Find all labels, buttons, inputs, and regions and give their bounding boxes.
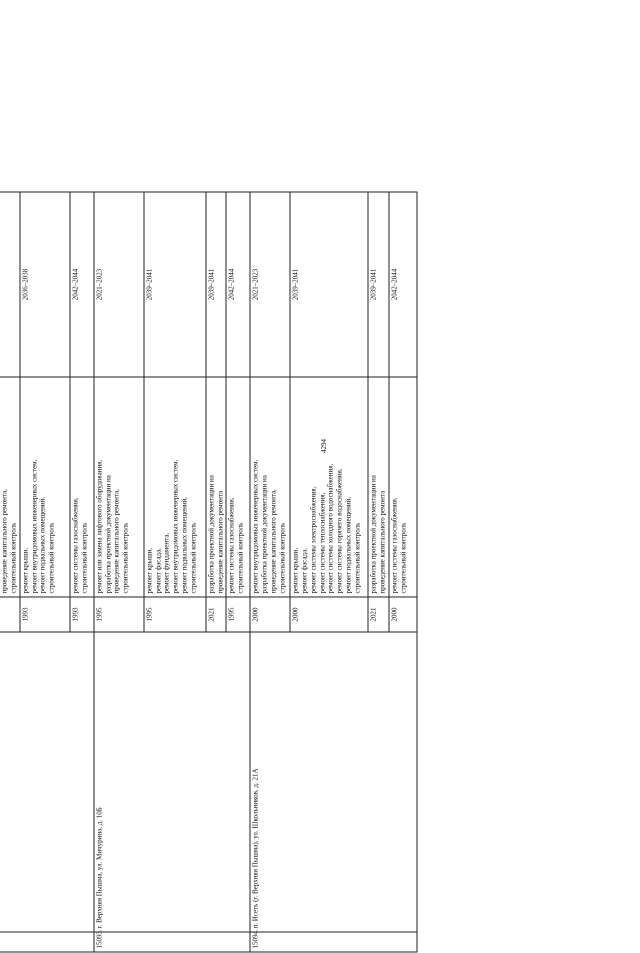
work-item: ремонт подвальных помещений, xyxy=(180,496,189,594)
work-item: ремонт системы холодного водоснабжения, xyxy=(326,463,335,594)
work-item: строительный контроль xyxy=(121,522,130,594)
object-number: 15093. xyxy=(94,932,251,952)
work-item: разработка проектной документации на xyxy=(207,475,216,594)
work-item: ремонт системы газоснабжения, xyxy=(227,497,236,594)
rotated-sheet xyxy=(0,193,487,953)
year-cell: 1993 xyxy=(20,597,70,632)
work-item: ремонт фасада, xyxy=(154,548,162,594)
work-item: проведение капитального ремонта, xyxy=(269,489,278,594)
work-item: строительный контроль xyxy=(47,522,56,594)
work-item: проведение капитального ремонта xyxy=(378,490,387,594)
works-cell xyxy=(70,377,94,597)
works-cell xyxy=(0,377,20,597)
year-cell: 2000 xyxy=(290,597,368,632)
works-cell xyxy=(226,377,250,597)
year-cell: 2021 xyxy=(368,597,389,632)
work-item: ремонт системы теплоснабжения, xyxy=(318,492,326,594)
work-item: разработка проектной документации на xyxy=(104,475,112,594)
period-cell: 2039–2041 xyxy=(144,192,206,377)
year-cell xyxy=(0,597,20,632)
period-cell: 2039–2041 xyxy=(290,192,368,377)
work-item: ремонт системы горячего водоснабжения, xyxy=(335,468,344,594)
works-cell xyxy=(144,377,206,597)
works-cell xyxy=(20,377,70,597)
work-item: ремонт системы газоснабжения, xyxy=(390,497,399,594)
work-item: ремонт фундамента, xyxy=(162,532,171,594)
work-item: ремонт фасада, xyxy=(300,548,309,594)
works-cell xyxy=(368,377,389,597)
period-cell xyxy=(0,192,20,377)
work-item: ремонт крыши, xyxy=(21,547,30,594)
year-cell: 2000 xyxy=(389,597,417,632)
period-cell: 2021–2023 xyxy=(250,192,290,377)
object-address xyxy=(0,632,94,932)
work-item: ремонт подвальных помещений, xyxy=(344,496,353,594)
object-number: 15094. xyxy=(250,932,417,952)
work-item: разработка проектной документации на xyxy=(369,475,378,594)
work-item: строительный контроль xyxy=(9,522,18,594)
work-item: строительный контроль xyxy=(236,522,245,594)
period-cell: 2042–2044 xyxy=(70,192,94,377)
period-cell: 2036–2038 xyxy=(20,192,70,377)
work-item: строительный контроль xyxy=(399,522,407,594)
work-item: разработка проектной документации на xyxy=(260,475,269,594)
year-cell: 1995 xyxy=(94,597,144,632)
works-cell xyxy=(206,377,227,597)
object-address: г. Верхняя Пышма, ул. Мичурина, д. 10Б xyxy=(94,632,251,932)
year-cell: 1995 xyxy=(144,597,206,632)
work-item: строительный контроль xyxy=(80,522,88,594)
work-item: проведение капитального ремонта xyxy=(216,490,224,594)
work-item: ремонт системы газоснабжения, xyxy=(71,497,80,594)
works-cell xyxy=(250,377,290,597)
period-cell: 2021–2023 xyxy=(94,192,144,377)
object-address: п. Исеть (г. Верхняя Пышма), ул. Школьников, д. 21А xyxy=(250,632,417,932)
work-item: строительный контроль xyxy=(353,522,361,594)
work-item: проведение капитального ремонта, xyxy=(112,489,121,594)
work-item: ремонт подвальных помещений, xyxy=(38,496,47,594)
period-cell: 2042–2044 xyxy=(226,192,250,377)
table-row xyxy=(94,192,144,952)
page-number: 4294 xyxy=(320,439,328,453)
repair-schedule-table xyxy=(0,192,417,953)
work-item: строительный контроль xyxy=(189,522,197,594)
period-cell: 2042–2044 xyxy=(389,192,417,377)
work-item: ремонт крыши, xyxy=(291,547,300,594)
work-item: ремонт внутридомовых инженерных систем, xyxy=(171,459,180,594)
work-item: строительный контроль xyxy=(278,522,286,594)
year-cell: 1995 xyxy=(226,597,250,632)
year-cell: 2021 xyxy=(206,597,227,632)
object-number xyxy=(0,932,94,952)
period-cell: 2039–2041 xyxy=(206,192,227,377)
work-item: ремонт системы электроснабжения, xyxy=(309,486,318,594)
works-cell xyxy=(94,377,144,597)
table-row xyxy=(0,192,20,952)
work-item: проведение капитального ремонта, xyxy=(0,489,9,594)
year-cell: 1993 xyxy=(70,597,94,632)
work-item: ремонт внутридомовых инженерных систем, xyxy=(251,459,260,594)
table-row xyxy=(250,192,290,952)
period-cell: 2039–2041 xyxy=(368,192,389,377)
works-cell xyxy=(290,377,368,597)
year-cell: 2000 xyxy=(250,597,290,632)
work-item: ремонт крыши, xyxy=(145,547,154,594)
work-item: ремонт внутридомовых инженерных систем, xyxy=(30,459,38,594)
works-cell xyxy=(389,377,417,597)
work-item: ремонт или замена лифтового оборудования, xyxy=(95,459,104,594)
table-body xyxy=(0,192,417,952)
